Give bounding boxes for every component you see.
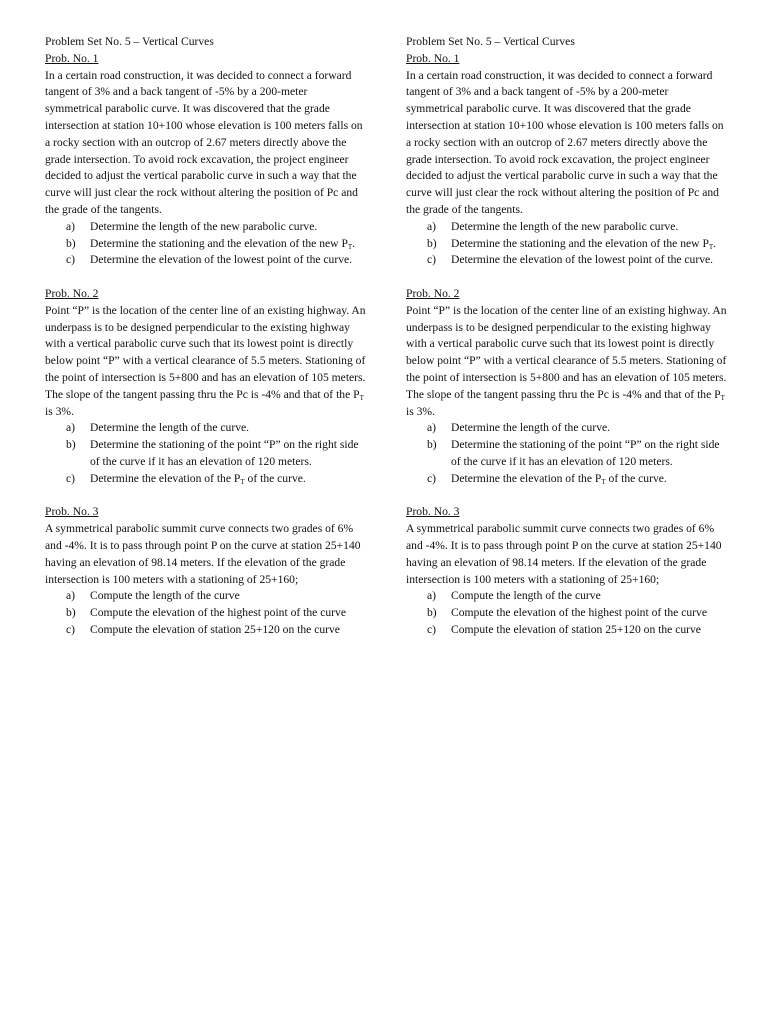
sub-question-list xyxy=(406,219,728,269)
list-text: Compute the length of the curve xyxy=(90,589,240,603)
list-text: Compute the length of the curve xyxy=(451,589,601,603)
subscript: T xyxy=(708,242,714,251)
problem-heading: Prob. No. 2 xyxy=(406,286,460,300)
problem-text-end: is 3%. xyxy=(45,404,74,418)
list-text: Determine the stationing of the point “P” on the right side of the curve if it has an elevation of 120 meters. xyxy=(451,438,720,468)
list-marker: a) xyxy=(66,589,76,603)
subscript: T xyxy=(720,393,725,402)
list-text: Compute the elevation of station 25+120 on the curve xyxy=(451,622,701,636)
subscript: T xyxy=(347,242,353,251)
list-marker: b) xyxy=(66,438,76,452)
list-item xyxy=(45,252,367,269)
sub-question-list xyxy=(45,588,367,638)
list-text: Compute the elevation of station 25+120 on the curve xyxy=(90,622,340,636)
list-text-end: of the curve. xyxy=(244,471,306,485)
list-item xyxy=(406,437,728,471)
list-text: Compute the elevation of the highest point of the curve xyxy=(451,606,707,620)
list-item xyxy=(45,622,367,639)
list-text-end: . xyxy=(713,236,717,250)
subscript: T xyxy=(601,477,606,486)
subscript: T xyxy=(359,393,364,402)
list-marker: a) xyxy=(427,219,437,233)
problem-heading: Prob. No. 1 xyxy=(45,51,99,65)
list-marker: b) xyxy=(427,236,437,250)
list-marker: c) xyxy=(427,471,437,485)
list-text: Determine the stationing and the elevation of the new P xyxy=(451,236,709,250)
list-marker: a) xyxy=(427,589,437,603)
list-text: Determine the elevation of the lowest point of the curve. xyxy=(90,253,353,267)
list-marker: c) xyxy=(427,622,437,636)
list-marker: c) xyxy=(66,471,76,485)
list-item xyxy=(406,622,728,639)
list-item xyxy=(45,236,367,253)
list-marker: c) xyxy=(66,253,76,267)
list-marker: a) xyxy=(66,219,76,233)
list-text-end: of the curve. xyxy=(605,471,667,485)
list-text: Determine the stationing of the point “P” on the right side of the curve if it has an elevation of 120 meters. xyxy=(90,438,359,468)
problem-1 xyxy=(45,51,367,269)
list-marker: b) xyxy=(66,606,76,620)
problem-text: A symmetrical parabolic summit curve connects two grades of 6% and -4%. It is to pass through point P on the curve at station 25+140 having an elevation of 98.14 meters. If the elevation of the grade intersection is 100 meters with a stationing of 25+160; xyxy=(406,522,722,586)
list-marker: c) xyxy=(427,253,437,267)
list-item xyxy=(406,471,728,488)
list-text: Determine the length of the curve. xyxy=(451,421,611,435)
page-title: Problem Set No. 5 – Vertical Curves xyxy=(406,35,575,48)
list-item xyxy=(406,605,728,622)
list-item xyxy=(406,236,728,253)
list-text: Determine the elevation of the P xyxy=(90,471,241,485)
problem-heading: Prob. No. 2 xyxy=(45,286,99,300)
problem-3 xyxy=(406,504,728,638)
problem-heading: Prob. No. 1 xyxy=(406,51,460,65)
list-text-end: . xyxy=(352,236,356,250)
list-marker: c) xyxy=(66,622,76,636)
sub-question-list xyxy=(406,588,728,638)
problem-heading: Prob. No. 3 xyxy=(45,505,99,519)
problem-text xyxy=(406,303,728,421)
right-column xyxy=(406,34,728,639)
list-marker: b) xyxy=(427,606,437,620)
list-item xyxy=(406,420,728,437)
problem-text xyxy=(45,303,367,421)
problem-text: A symmetrical parabolic summit curve connects two grades of 6% and -4%. It is to pass through point P on the curve at station 25+140 having an elevation of 98.14 meters. If the elevation of the grade intersection is 100 meters with a stationing of 25+160; xyxy=(45,522,361,586)
sub-question-list xyxy=(406,420,728,487)
problem-text-part: Point “P” is the location of the center line of an existing highway. An underpass is to be designed perpendicular to the existing highway with a vertical parabolic curve such that its lowest point is directly below point “P” with a vertical clearance of 5.5 meters. Stationing of the point of intersection is 5+800 and has an elevation of 105 meters. The slope of the tangent passing thru the Pc is -4% and that of the P xyxy=(406,303,727,401)
list-text: Determine the length of the new parabolic curve. xyxy=(90,219,318,233)
problem-heading: Prob. No. 3 xyxy=(406,505,460,519)
list-text: Determine the length of the new parabolic curve. xyxy=(451,219,679,233)
sub-question-list xyxy=(45,219,367,269)
list-marker: a) xyxy=(66,421,76,435)
list-item xyxy=(45,437,367,471)
problem-2 xyxy=(45,286,367,488)
list-item xyxy=(45,588,367,605)
problem-text: In a certain road construction, it was decided to connect a forward tangent of 3% and a back tangent of -5% by a 200-meter symmetrical parabolic curve. It was discovered that the grade intersection at station 10+100 whose elevation is 100 meters falls on a rocky section with an outcrop of 2.67 meters directly above the grade intersection. To avoid rock excavation, the project engineer decided to adjust the vertical parabolic curve in such a way that the curve will just clear the rock without altering the position of Pc and the grade of the tangents. xyxy=(45,68,363,216)
problem-2 xyxy=(406,286,728,488)
list-text: Compute the elevation of the highest point of the curve xyxy=(90,606,346,620)
list-item xyxy=(406,252,728,269)
list-item xyxy=(45,605,367,622)
list-marker: b) xyxy=(66,236,76,250)
list-text: Determine the elevation of the P xyxy=(451,471,602,485)
list-item xyxy=(406,219,728,236)
list-text: Determine the length of the curve. xyxy=(90,421,250,435)
list-text: Determine the elevation of the lowest point of the curve. xyxy=(451,253,714,267)
list-marker: b) xyxy=(427,438,437,452)
list-marker: a) xyxy=(427,421,437,435)
problem-text: In a certain road construction, it was decided to connect a forward tangent of 3% and a back tangent of -5% by a 200-meter symmetrical parabolic curve. It was discovered that the grade intersection at station 10+100 whose elevation is 100 meters falls on a rocky section with an outcrop of 2.67 meters directly above the grade intersection. To avoid rock excavation, the project engineer decided to adjust the vertical parabolic curve in such a way that the curve will just clear the rock without altering the position of Pc and the grade of the tangents. xyxy=(406,68,724,216)
left-column xyxy=(45,34,367,639)
problem-text-end: is 3%. xyxy=(406,404,435,418)
list-item xyxy=(45,420,367,437)
page-title: Problem Set No. 5 – Vertical Curves xyxy=(45,35,214,48)
subscript: T xyxy=(240,477,245,486)
list-item xyxy=(45,471,367,488)
problem-1 xyxy=(406,51,728,269)
list-item xyxy=(406,588,728,605)
sub-question-list xyxy=(45,420,367,487)
list-item xyxy=(45,219,367,236)
problem-3 xyxy=(45,504,367,638)
problem-text-part: Point “P” is the location of the center line of an existing highway. An underpass is to be designed perpendicular to the existing highway with a vertical parabolic curve such that its lowest point is directly below point “P” with a vertical clearance of 5.5 meters. Stationing of the point of intersection is 5+800 and has an elevation of 105 meters. The slope of the tangent passing thru the Pc is -4% and that of the P xyxy=(45,303,366,401)
list-text: Determine the stationing and the elevation of the new P xyxy=(90,236,348,250)
